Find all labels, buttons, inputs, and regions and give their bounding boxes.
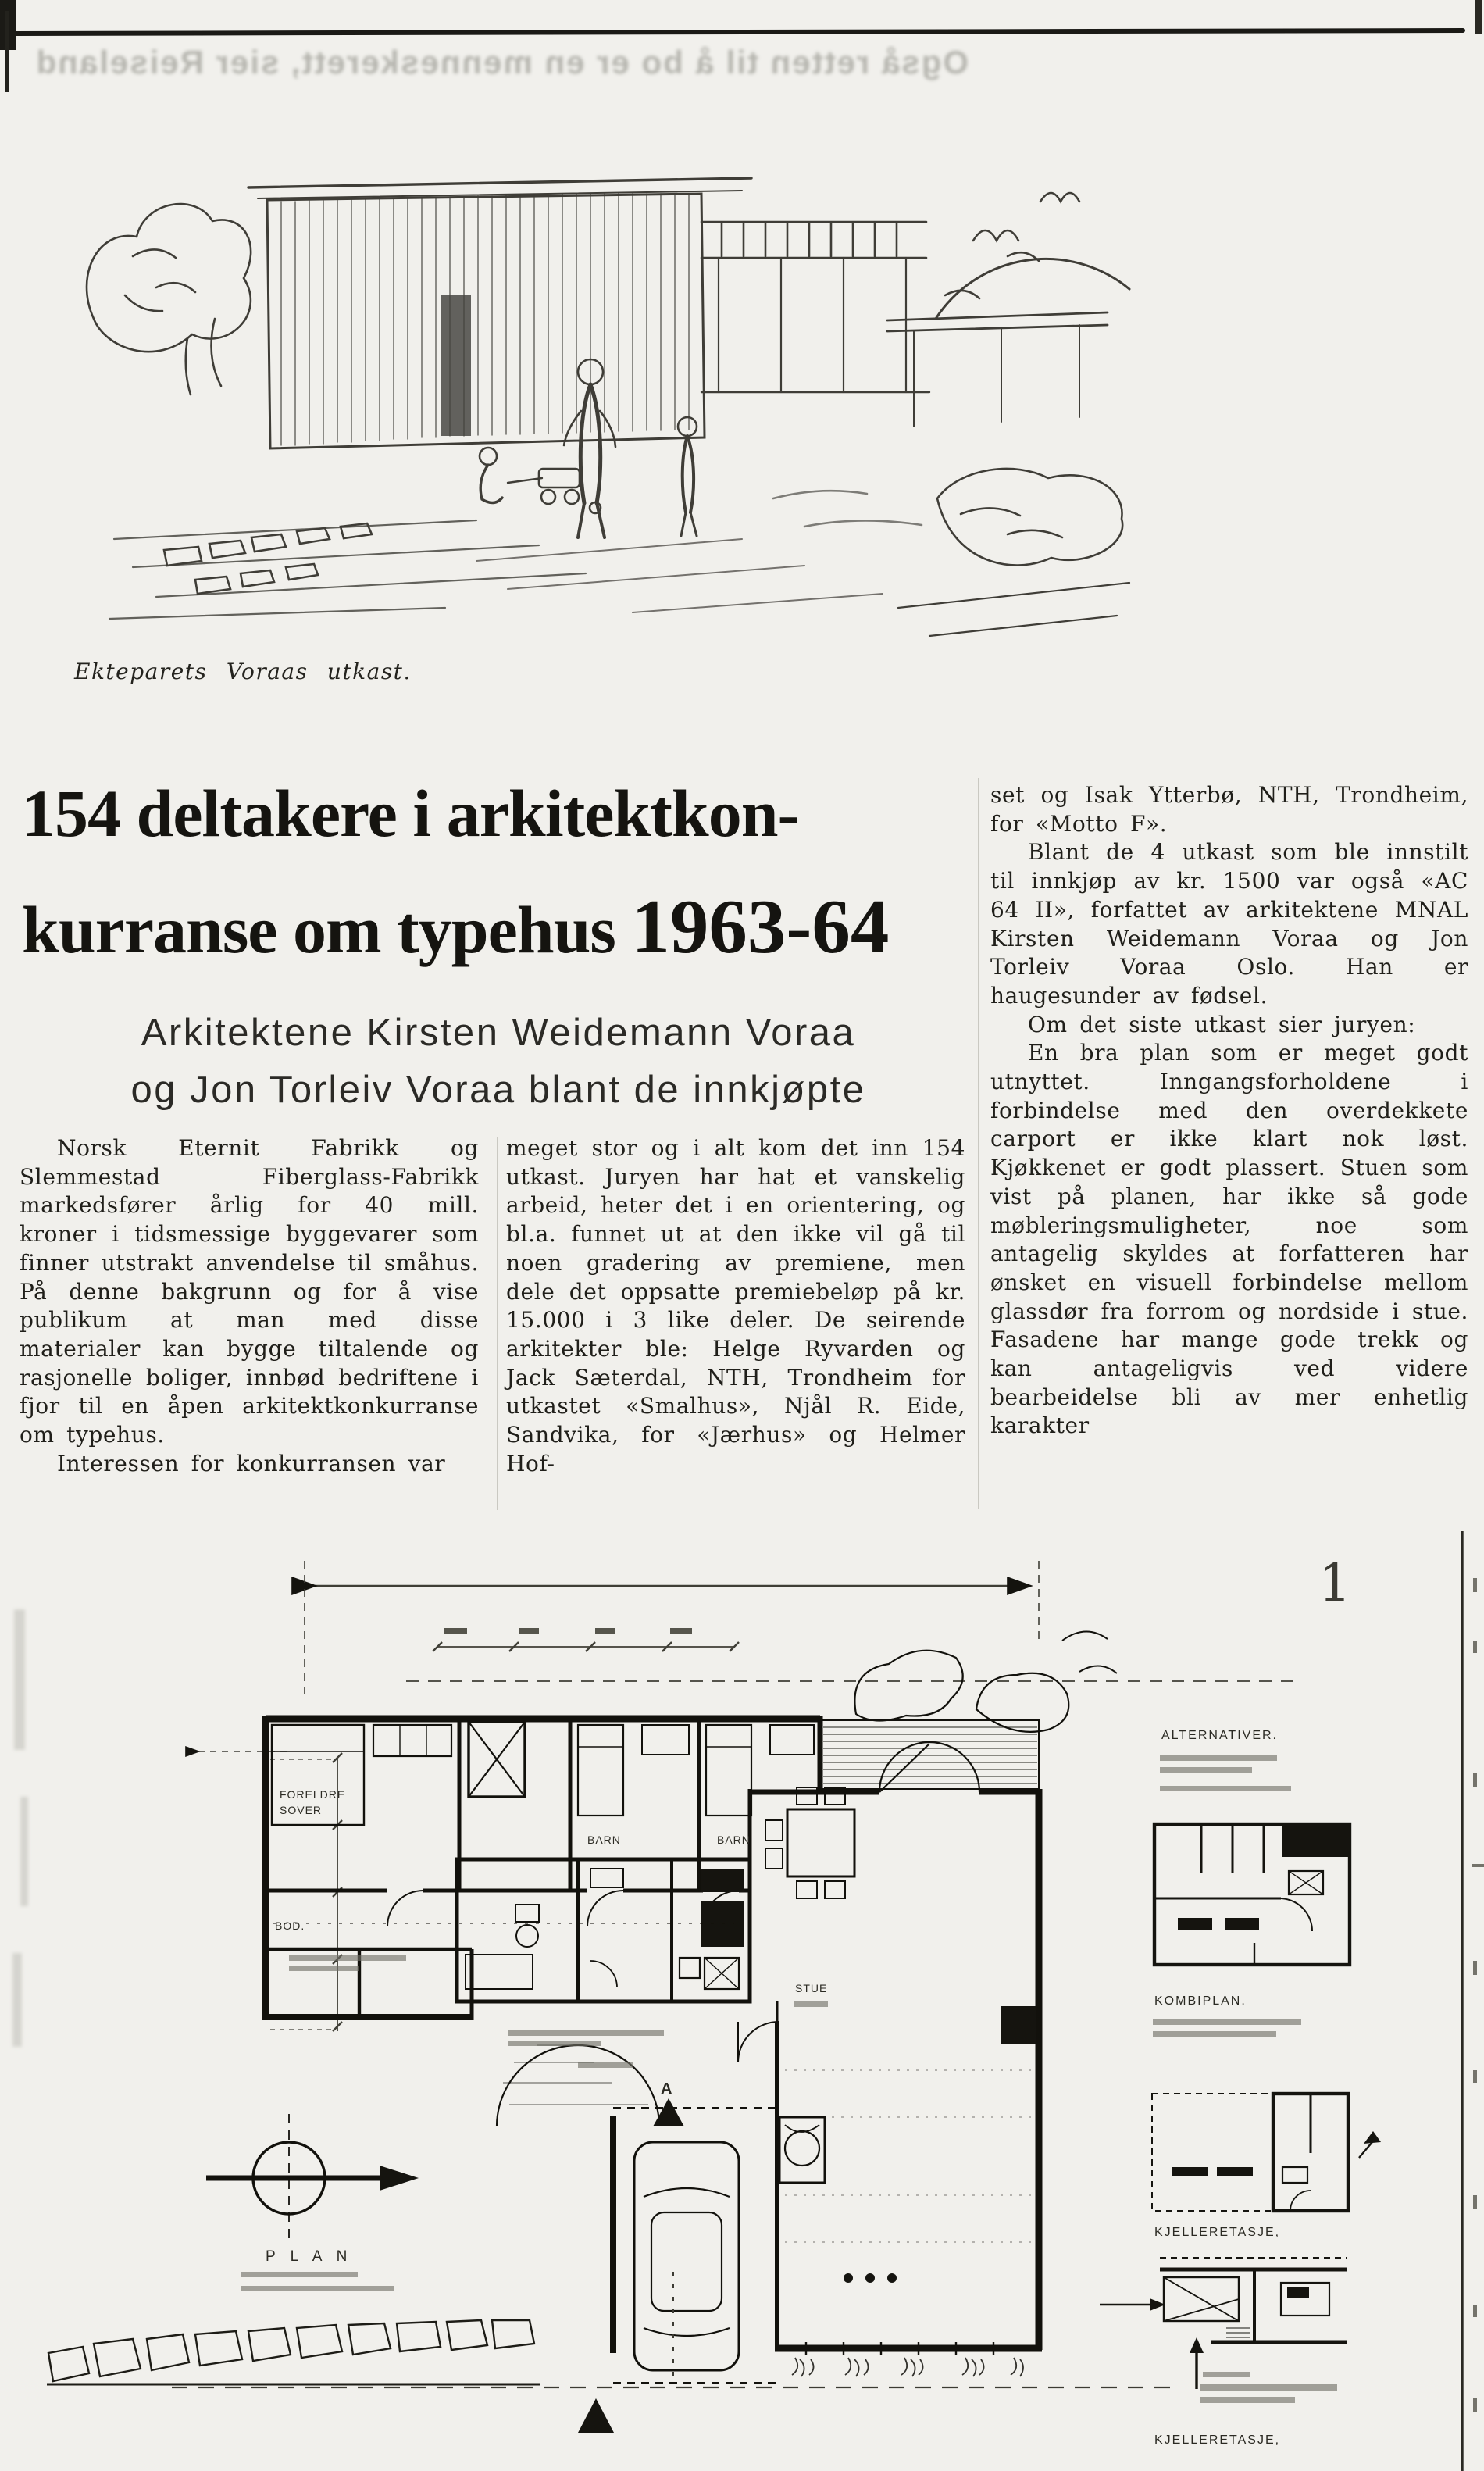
- adjacent-column-rule: [1462, 1531, 1484, 2471]
- plan-title: P L A N: [266, 2248, 353, 2265]
- headline-year: 1963-64: [631, 884, 890, 969]
- sidebar-plan-3: [1100, 2258, 1347, 2389]
- scan-smudge: [12, 1953, 22, 2047]
- north-arrow-icon: [206, 2114, 419, 2244]
- handwritten-page-number: 1: [1318, 1553, 1351, 1613]
- sidebar-plan-1: [1154, 1824, 1350, 1965]
- sidebar-plan-2: [1152, 2094, 1381, 2211]
- headline-line1: 154 deltakere i arkitektkon-: [22, 776, 800, 851]
- room-label-foreldre: FORELDRE: [280, 1788, 346, 1801]
- body-paragraph: set og Isak Ytterbø, NTH, Trondheim, for «Motto F».: [990, 782, 1468, 837]
- room-label-barn2: BARN: [717, 1834, 751, 1846]
- headline-line2-text: kurranse om typehus: [22, 892, 632, 967]
- article-headline: [22, 756, 975, 987]
- body-paragraph: Blant de 4 utkast som ble innstilt til innkjøp av kr. 1500 var også «AC 64 II», forfattet av arkitektene MNAL Kirsten Weidemann Voraa og Jon Torleiv Voraa Oslo. Han er haugesunder av fødsel.: [990, 839, 1468, 1009]
- headline-line2: [22, 870, 975, 987]
- body-paragraph: Interessen for konkurransen var: [57, 1450, 446, 1477]
- subhead-line2: og Jon Torleiv Voraa blant de innkjøpte: [130, 1069, 866, 1111]
- body-paragraph: Norsk Eternit Fabrikk og Slemmestad Fiberglass-Fabrikk markedsfører årlig for 40 mill. kroner i tidsmessige byggevarer som finner utstrakt anvendelse til småhus. På denne bakgrunn og for å vise publikum at man med disse materialer kan bygge tiltalende og rasjonelle boliger, innbød bedriftene i fjor til en åpen arkitektkonkurranse om typehus.: [20, 1135, 479, 1448]
- illustration-caption: Ekteparets Voraas utkast.: [74, 659, 412, 684]
- architect-perspective-sketch: [39, 61, 1133, 662]
- room-label-foreldre-2: SOVER: [280, 1804, 323, 1816]
- article-subhead: [22, 1005, 975, 1119]
- top-rule: [14, 28, 1465, 36]
- floor-plan-figure: [31, 1523, 1484, 2471]
- room-label-bod: BOD.: [275, 1919, 305, 1932]
- scan-smudge: [14, 1609, 25, 1750]
- section-marker-a: A: [661, 2080, 673, 2098]
- sidebar-label-alternativer: ALTERNATIVER.: [1161, 1729, 1278, 1742]
- sidebar-label-kombiplan: KOMBIPLAN.: [1154, 1994, 1247, 2008]
- article-column-2: [506, 1134, 965, 1478]
- article-column-1: [20, 1134, 479, 1478]
- bleedthrough-headline: Også retten til å bo er en menneskerett, sier Reiseland: [34, 44, 969, 80]
- scan-edge-artifact: [5, 11, 9, 92]
- article-column-3: [990, 781, 1468, 1441]
- body-paragraph: meget stor og i alt kom det inn 154 utkast. Juryen har hat et vanskelig arbeid, heter det i en orientering, og bl.a. funnet ut at den ikke vil gå til noen gradering av premiene, men dele det oppsatte premiebeløp på kr. 15.000 i 3 like deler. De seirende arkitekter ble: Helge Ryvarden og Jack Sæterdal, NTH, Trondheim for utkastet «Smalhus», Njål R. Eide, Sandvika, for «Jærhus» og Helmer Hof-: [506, 1135, 965, 1477]
- body-paragraph: Om det siste utkast sier juryen:: [1028, 1011, 1416, 1037]
- sidebar-alternative-plans: [1100, 1729, 1381, 2447]
- body-paragraph: En bra plan som er meget godt utnyttet. Inngangsforholdene i forbindelse med den overdekkete carport er ikke klart nok løst. Kjøkkenet er godt plassert. Stuen som vist på planen, har ikke så gode møbleringsmuligheter, noe som antagelig skyldes at forfatteren har ønsket en visuell forbindelse mellom glassdør fra forrom og nordside i stue. Fasadene har mange gode trekk og kan antageligvis ved videre bearbeidelse bli av mer enhetlig karakter: [990, 1040, 1468, 1439]
- sidebar-label-kjelleretasje: KJELLERETASJE,: [1154, 2226, 1281, 2239]
- subhead-line1: Arkitektene Kirsten Weidemann Voraa: [141, 1012, 856, 1054]
- column-rule: [497, 1137, 498, 1510]
- scan-smudge: [20, 1797, 28, 1906]
- room-label-barn1: BARN: [587, 1834, 621, 1846]
- scan-edge-artifact: [1475, 0, 1482, 34]
- column-rule: [978, 778, 979, 1509]
- room-label-stue: STUE: [795, 1982, 828, 1994]
- sidebar-label-kjelleretasje-bottom: KJELLERETASJE,: [1154, 2434, 1281, 2447]
